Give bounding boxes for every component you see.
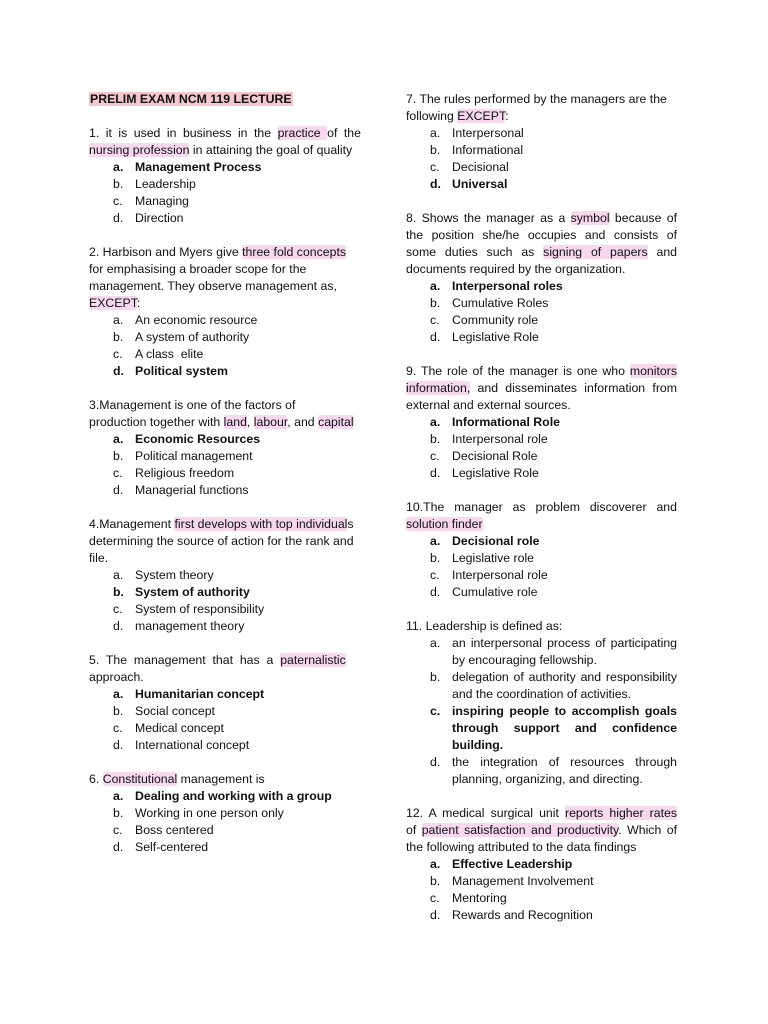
question-5-option-a[interactable]: a. Humanitarian concept	[113, 687, 265, 701]
question-4	[89, 516, 361, 635]
question-1-line-1: 1. it is used in business in the practice of the	[89, 126, 361, 140]
question-12-option-b[interactable]: b. Management Involvement	[430, 874, 594, 888]
question-3	[89, 397, 361, 499]
question-10-line-1: 10.The manager as problem discoverer and	[406, 500, 677, 514]
question-8-line-3: some duties such as signing of papers and	[406, 245, 678, 259]
question-4-line-3: file.	[89, 551, 109, 565]
question-8-line-2: the position she/he occupies and consists of	[406, 228, 677, 242]
question-8-line-1: 8. Shows the manager as a symbol because of	[406, 211, 677, 225]
question-4-option-b[interactable]: b. System of authority	[113, 585, 250, 599]
question-1-option-a[interactable]: a. Management Process	[113, 160, 262, 174]
question-7-option-d[interactable]: d. Universal	[430, 177, 508, 191]
question-8-option-a[interactable]: a. Interpersonal roles	[430, 279, 563, 293]
question-6-option-c[interactable]: c. Boss centered	[113, 823, 214, 837]
right-column	[406, 91, 677, 924]
question-7-line-2: following EXCEPT:	[406, 109, 509, 123]
question-2-line-2: for emphasising a broader scope for the	[89, 262, 307, 276]
question-12-line-2: of patient satisfaction and productivity. Which of	[406, 823, 677, 837]
question-5-option-c[interactable]: c. Medical concept	[113, 721, 224, 735]
question-10-line-2: solution finder	[406, 517, 483, 531]
question-8	[406, 210, 677, 346]
question-9-option-c[interactable]: c. Decisional Role	[430, 449, 538, 463]
question-3-line-1: 3.Management is one of the factors of	[89, 398, 296, 412]
question-3-option-a[interactable]: a. Economic Resources	[113, 432, 261, 446]
question-8-line-4: documents required by the organization.	[406, 262, 626, 276]
question-1-option-b[interactable]: b. Leadership	[113, 177, 196, 191]
question-6-option-d[interactable]: d. Self-centered	[113, 840, 209, 854]
question-6-option-b[interactable]: b. Working in one person only	[113, 806, 284, 820]
question-9	[406, 363, 677, 482]
question-4-option-a[interactable]: a. System theory	[113, 568, 214, 582]
question-11-line-1: 11. Leadership is defined as:	[406, 619, 563, 633]
question-1-option-c[interactable]: c. Managing	[113, 194, 190, 208]
question-4-line-2: determining the source of action for the rank and	[89, 534, 354, 548]
question-2-option-a[interactable]: a. An economic resource	[113, 313, 258, 327]
question-7	[406, 91, 677, 193]
question-6	[89, 771, 361, 856]
question-12-line-3: the following attributed to the data findings	[406, 840, 637, 854]
question-3-option-b[interactable]: b. Political management	[113, 449, 253, 463]
question-12	[406, 805, 677, 924]
question-11-option-a[interactable]: a. an interpersonal process of participating by encouraging fellowship.	[430, 636, 677, 667]
question-6-option-a[interactable]: a. Dealing and working with a group	[113, 789, 332, 803]
left-column	[89, 91, 361, 856]
question-6-line-1: 6. Constitutional management is	[89, 772, 265, 786]
question-5-option-b[interactable]: b. Social concept	[113, 704, 215, 718]
question-2-option-c[interactable]: c. A class elite	[113, 347, 204, 361]
question-5-option-d[interactable]: d. International concept	[113, 738, 250, 752]
question-9-line-1: 9. The role of the manager is one who monitors	[406, 364, 677, 378]
question-4-option-d[interactable]: d. management theory	[113, 619, 245, 633]
question-1	[89, 125, 361, 227]
question-7-line-1: 7. The rules performed by the managers are the	[406, 92, 667, 106]
question-11	[406, 618, 677, 788]
question-11-option-d[interactable]: d. the integration of resources through planning, organizing, and directing.	[430, 755, 677, 786]
question-10-option-d[interactable]: d. Cumulative role	[430, 585, 538, 599]
question-4-option-c[interactable]: c. System of responsibility	[113, 602, 265, 616]
question-12-option-a[interactable]: a. Effective Leadership	[430, 857, 573, 871]
question-3-option-c[interactable]: c. Religious freedom	[113, 466, 235, 480]
question-8-option-b[interactable]: b. Cumulative Roles	[430, 296, 549, 310]
question-9-line-3: external and external sources.	[406, 398, 571, 412]
question-2-line-4: EXCEPT:	[89, 296, 141, 310]
question-5-line-2: approach.	[89, 670, 144, 684]
question-2-line-1: 2. Harbison and Myers give three fold concepts	[89, 245, 347, 259]
question-7-option-c[interactable]: c. Decisional	[430, 160, 509, 174]
question-12-option-c[interactable]: c. Mentoring	[430, 891, 507, 905]
question-2-option-d[interactable]: d. Political system	[113, 364, 228, 378]
question-1-option-d[interactable]: d. Direction	[113, 211, 184, 225]
question-10-option-a[interactable]: a. Decisional role	[430, 534, 540, 548]
question-7-option-a[interactable]: a. Interpersonal	[430, 126, 524, 140]
question-10	[406, 499, 677, 601]
question-3-line-2: production together with land, labour, and capital	[89, 415, 354, 429]
question-7-option-b[interactable]: b. Informational	[430, 143, 524, 157]
question-2-option-b[interactable]: b. A system of authority	[113, 330, 250, 344]
exam-title: PRELIM EXAM NCM 119 LECTURE	[90, 92, 292, 106]
question-3-option-d[interactable]: d. Managerial functions	[113, 483, 249, 497]
question-9-option-b[interactable]: b. Interpersonal role	[430, 432, 548, 446]
question-8-option-d[interactable]: d. Legislative Role	[430, 330, 539, 344]
question-11-option-c[interactable]: c. inspiring people to accomplish goals through support and confidence building.	[430, 704, 677, 752]
question-5-line-1: 5. The management that has a paternalistic	[89, 653, 346, 667]
question-10-option-c[interactable]: c. Interpersonal role	[430, 568, 548, 582]
question-12-line-1: 12. A medical surgical unit reports higher rates	[406, 806, 677, 820]
question-1-line-2: nursing profession in attaining the goal of quality	[89, 143, 353, 157]
question-9-line-2: information, and disseminates information from	[406, 381, 677, 395]
question-9-option-d[interactable]: d. Legislative Role	[430, 466, 539, 480]
question-4-line-1: 4.Management first develops with top individuals	[89, 517, 354, 531]
question-12-option-d[interactable]: d. Rewards and Recognition	[430, 908, 593, 922]
question-8-option-c[interactable]: c. Community role	[430, 313, 539, 327]
question-5	[89, 652, 361, 754]
question-10-option-b[interactable]: b. Legislative role	[430, 551, 535, 565]
question-11-option-b[interactable]: b. delegation of authority and responsibility and the coordination of activities.	[430, 670, 677, 701]
question-9-option-a[interactable]: a. Informational Role	[430, 415, 560, 429]
question-2-line-3: management. They observe management as,	[89, 279, 337, 293]
question-2	[89, 244, 361, 380]
